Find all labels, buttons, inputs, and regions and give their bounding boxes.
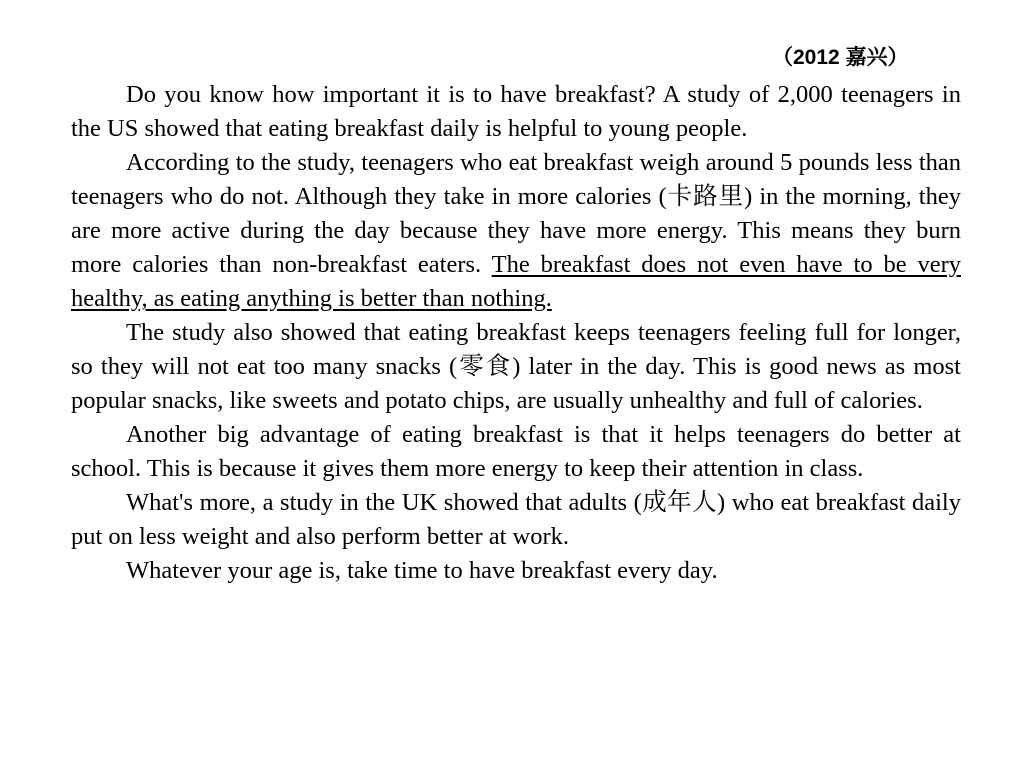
paragraph-3: The study also showed that eating breakfast keeps teenagers feeling full for longer, so they will not eat too many snacks (零食) later in the day. This is good news as most popular snacks, like sweets and potato chips, are usually unhealthy and full of calories.: [71, 319, 961, 414]
paragraph-2: [71, 146, 961, 316]
article-body: [71, 78, 961, 588]
paragraph-2-text: According to the study, teenagers who eat breakfast weigh around 5 pounds less than teenagers who do not. Although they take in more calories (卡路里) in the morning, they are more active during the day because they have more energy. This means they burn more calories than non-breakfast eaters.: [71, 149, 961, 278]
paragraph-1: Do you know how important it is to have breakfast? A study of 2,000 teenagers in the US showed that eating breakfast daily is helpful to young people.: [71, 81, 961, 142]
paragraph-4: Another big advantage of eating breakfast is that it helps teenagers do better at school. This is because it gives them more energy to keep their attention in class.: [71, 421, 961, 482]
underlined-sentence: The breakfast does not even have to be very healthy, as eating anything is better than nothing.: [71, 251, 961, 312]
paragraph-6: Whatever your age is, take time to have breakfast every day.: [126, 557, 718, 584]
paragraph-5: What's more, a study in the UK showed that adults (成年人) who eat breakfast daily put on less weight and also perform better at work.: [71, 489, 961, 550]
source-label: （2012 嘉兴）: [772, 46, 909, 69]
